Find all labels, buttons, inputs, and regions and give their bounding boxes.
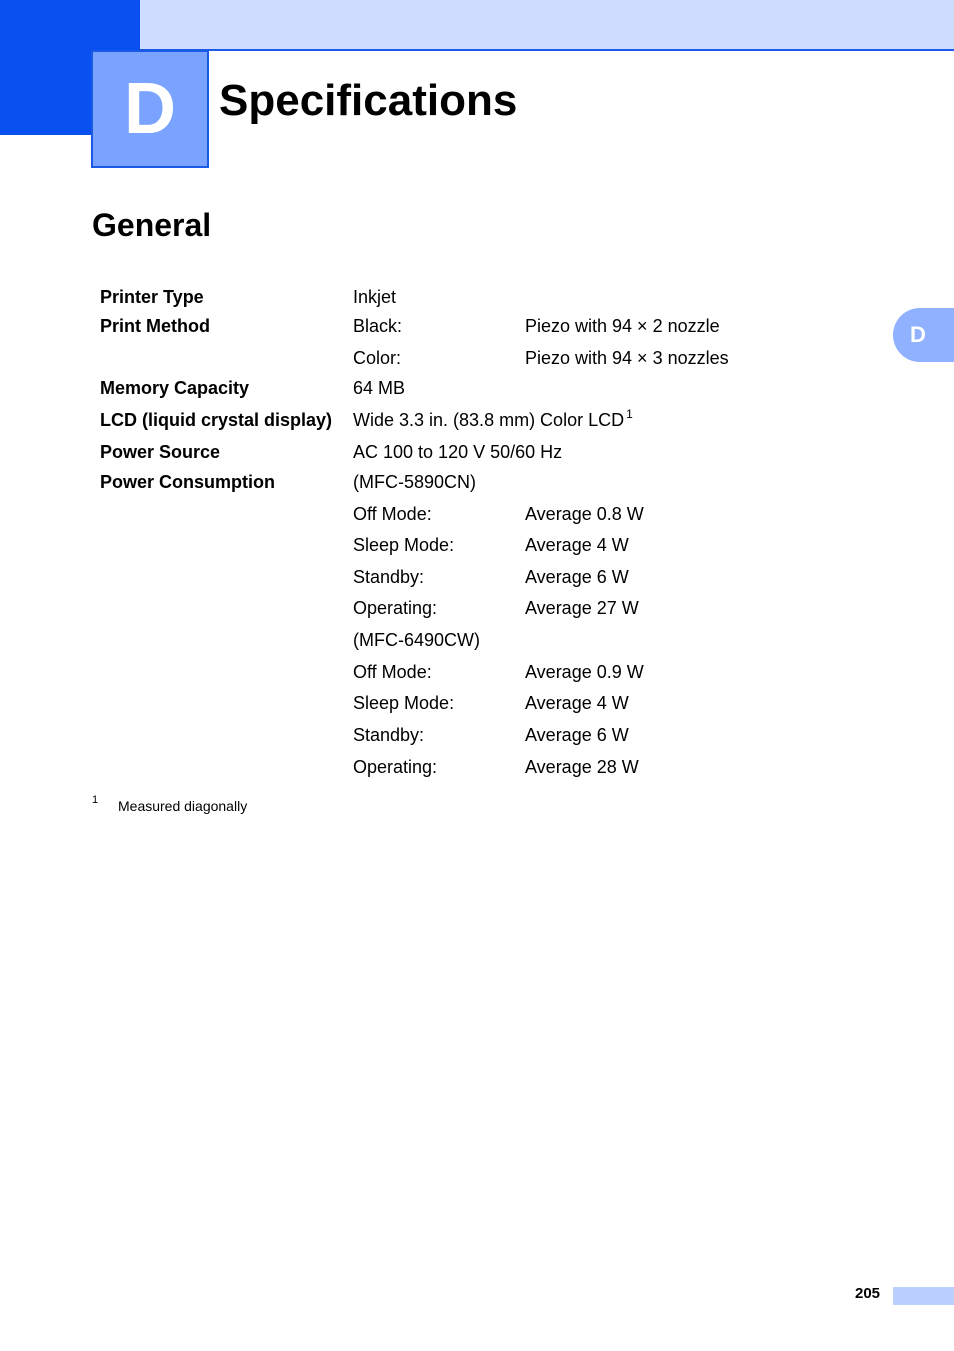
spec-row — [0, 375, 954, 401]
spec-label: LCD (liquid crystal display) — [100, 410, 333, 430]
section-title: General — [92, 207, 212, 243]
spec-row — [0, 284, 954, 310]
spec-detail: Average 4 W — [525, 535, 629, 555]
spec-row — [0, 564, 954, 590]
spec-label: Print Method — [100, 316, 210, 336]
spec-label: Printer Type — [100, 287, 204, 307]
spec-value-text: Color: — [353, 348, 402, 368]
spec-value-text: Sleep Mode: — [353, 693, 455, 713]
spec-row — [0, 754, 954, 780]
header-band — [140, 0, 954, 51]
spec-value-text: Sleep Mode: — [353, 535, 455, 555]
spec-value-text: AC 100 to 120 V 50/60 Hz — [353, 442, 563, 462]
chapter-letter: D — [124, 69, 176, 149]
spec-row — [0, 501, 954, 527]
spec-value-text: Off Mode: — [353, 662, 432, 682]
spec-label: Power Source — [100, 442, 221, 462]
footnote-text: Measured diagonally — [118, 798, 248, 814]
spec-value — [353, 375, 405, 401]
spec-value-text: Off Mode: — [353, 504, 432, 524]
footnote-mark: 1 — [92, 794, 99, 806]
spec-value — [353, 284, 396, 310]
page-number: 205 — [855, 1285, 881, 1302]
spec-value — [353, 722, 424, 748]
spec-value-text: Black: — [353, 316, 403, 336]
spec-label: Memory Capacity — [100, 378, 250, 398]
spec-value — [353, 345, 401, 371]
spec-detail: Average 0.9 W — [525, 662, 644, 682]
spec-detail: Average 6 W — [525, 567, 629, 587]
spec-detail: Piezo with 94 × 3 nozzles — [525, 348, 729, 368]
spec-value — [353, 564, 424, 590]
spec-row — [0, 345, 954, 371]
spec-detail: Piezo with 94 × 2 nozzle — [525, 316, 720, 336]
spec-value — [353, 595, 437, 621]
spec-value — [353, 532, 454, 558]
spec-value-text: Standby: — [353, 725, 425, 745]
spec-row — [0, 439, 954, 465]
spec-value-text: (MFC-5890CN) — [353, 472, 477, 492]
spec-value-text: Inkjet — [353, 287, 397, 307]
spec-value — [353, 690, 454, 716]
chapter-badge — [91, 50, 209, 168]
spec-row — [0, 407, 954, 433]
spec-label: Power Consumption — [100, 472, 275, 492]
spec-value — [353, 754, 437, 780]
spec-row — [0, 627, 954, 653]
spec-row — [0, 690, 954, 716]
spec-value — [353, 439, 562, 465]
spec-row — [0, 595, 954, 621]
spec-value-text: Standby: — [353, 567, 425, 587]
footnote-ref: 1 — [626, 407, 633, 421]
side-tab-d[interactable]: D — [893, 308, 954, 362]
spec-value — [353, 659, 432, 685]
spec-value — [353, 501, 432, 527]
spec-detail: Average 4 W — [525, 693, 629, 713]
spec-value-text: (MFC-6490CW) — [353, 630, 481, 650]
spec-detail: Average 0.8 W — [525, 504, 644, 524]
spec-row — [0, 659, 954, 685]
spec-value — [353, 627, 480, 653]
spec-value — [353, 469, 476, 495]
spec-row — [0, 313, 954, 339]
page-bar — [893, 1287, 954, 1305]
spec-value — [353, 313, 402, 339]
spec-value-text: 64 MB — [353, 378, 406, 398]
spec-row — [0, 532, 954, 558]
chapter-title: Specifications — [219, 76, 518, 125]
spec-detail: Average 27 W — [525, 598, 639, 618]
spec-row — [0, 722, 954, 748]
spec-value-text: Wide 3.3 in. (83.8 mm) Color LCD — [353, 410, 625, 430]
spec-row — [0, 469, 954, 495]
spec-value-text: Operating: — [353, 598, 438, 618]
spec-detail: Average 28 W — [525, 757, 639, 777]
spec-value-text: Operating: — [353, 757, 438, 777]
spec-value — [353, 407, 633, 433]
spec-detail: Average 6 W — [525, 725, 629, 745]
